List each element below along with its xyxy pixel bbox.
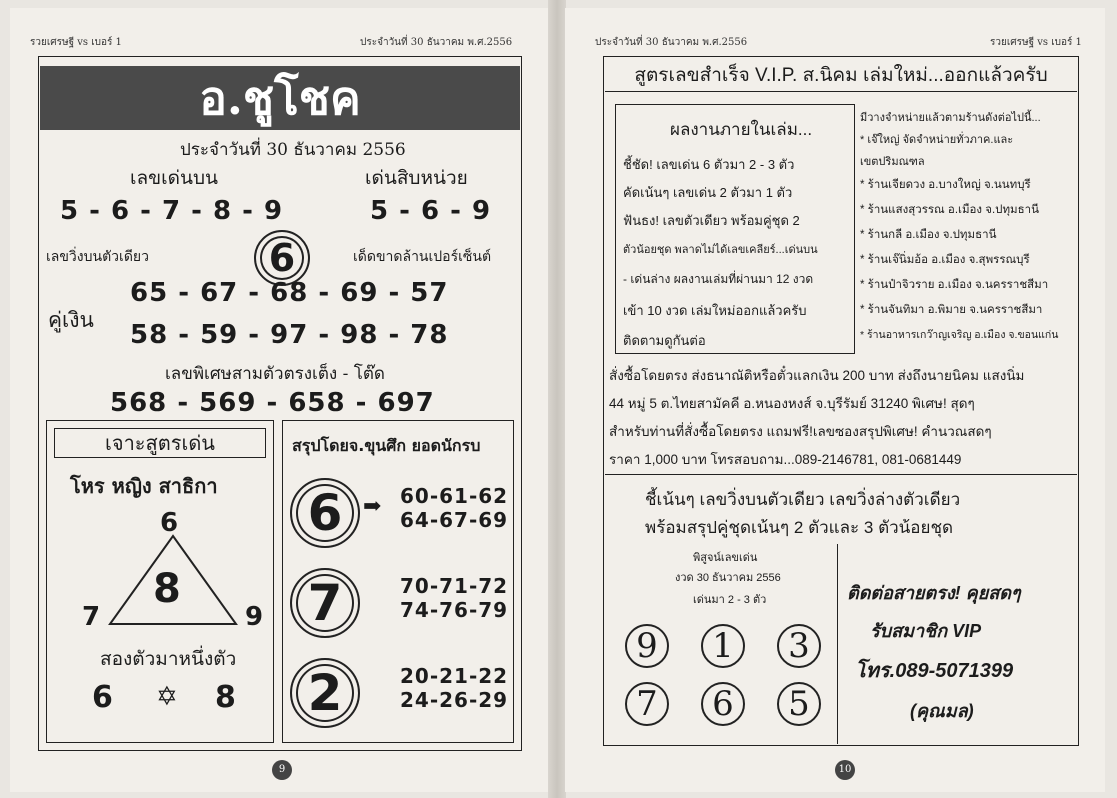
tens-numbers: 5 - 6 - 9 [370,196,492,226]
contact-line-1: ติดต่อสายตรง! คุยสดๆ [847,583,1021,603]
three-label: เลขพิเศษสามตัวตรงเต็ง - โต๊ด [165,364,385,384]
left-page [10,8,550,792]
summary-line: 74-76-79 [400,598,509,622]
top-numbers: 5 - 6 - 7 - 8 - 9 [60,196,284,226]
proof-digit: 6 [701,682,745,726]
right-title: สูตรเลขสำเร็จ V.I.P. ส.นิคม เล่มใหม่...ออกแล้วครับ [605,60,1077,92]
box-line: ชี้ชัด! เลขเด่น 6 ตัวมา 2 - 3 ตัว [623,157,795,172]
proof-note: เด่นมา 2 - 3 ตัว [693,594,767,606]
summary-line: 60-61-62 [400,484,509,508]
store-item: * ร้านอาหารเกว๊าญเจริญ อ.เมือง จ.ขอนแก่น [860,329,1059,341]
top-label: เลขเด่นบน [130,167,218,189]
left-running-head-right: ประจำวันที่ 30 ธันวาคม พ.ศ.2556 [360,37,513,48]
stores-intro-3: เขตปริมณฑล [860,156,925,168]
proof-digit: 7 [625,682,669,726]
box-title: ผลงานภายในเล่ม... [670,120,813,139]
box-line: ตัวน้อยชุด พลาดไม่ได้เลขเคลียร์...เด่นบน [623,244,818,256]
date-line: ประจำวันที่ 30 ธันวาคม 2556 [180,140,406,160]
sure-label: เด็ดขาดล้านเปอร์เซ็นต์ [353,249,492,265]
two-one-left: 6 [92,680,114,715]
summary-line: 20-21-22 [400,664,509,688]
store-item: * ร้านกลี อ.เมือง จ.ปทุมธานี [860,229,997,241]
store-item: * ร้านป๋าจิวราย อ.เมือง จ.นครราชสีมา [860,279,1049,291]
formula-names: โหร หญิง สาธิกา [70,474,218,498]
contact-name: (คุณมล) [910,701,974,721]
proof-digit: 5 [777,682,821,726]
proof-digit: 3 [777,624,821,668]
summary-line: 70-71-72 [400,574,509,598]
tens-label: เด่นสิบหน่วย [365,167,468,189]
right-running-head-right: รวยเศรษฐี vs เบอร์ 1 [990,37,1082,48]
stores-intro-2: * เจ๊ใหญ่ จัดจำหน่ายทั่วภาค.และ [860,134,1014,146]
store-item: * ร้านจันทิมา อ.พิมาย จ.นครราชสีมา [860,304,1043,316]
proof-label: พิสูจน์เลขเด่น [693,552,758,564]
page-gutter [548,0,566,798]
proof-digit: 1 [701,624,745,668]
divider [605,474,1077,475]
triangle-left: 7 [82,602,102,632]
left-running-head-left: รวยเศรษฐี vs เบอร์ 1 [30,37,122,48]
page-number: 10 [835,760,855,780]
single-number: 6 [254,230,310,286]
summary-digit: 6 [290,478,360,548]
highlight-line-2: พร้อมสรุปคู่ชุดเน้นๆ 2 ตัวและ 3 ตัวน้อยชุด [645,518,954,537]
three-numbers: 568 - 569 - 658 - 697 [110,388,435,418]
stores-intro: มีวางจำหน่ายแล้วตามร้านดังต่อไปนี้... [860,112,1041,124]
right-page [565,8,1105,792]
proof-digit: 9 [625,624,669,668]
order-line: สั่งซื้อโดยตรง ส่งธนาณัติหรือตั๋วแลกเงิน 200 บาท ส่งถึงนายนิคม แสงนิ่ม [609,368,1025,383]
summary-line: 64-67-69 [400,508,509,532]
arrow-icon: ➡ [363,494,382,519]
contact-line-2: รับสมาชิก VIP [870,621,982,641]
triangle-right: 9 [245,602,265,632]
box-line: ฟันธง! เลขตัวเดียว พร้อมคู่ชุด 2 [623,213,800,228]
two-one-label: สองตัวมาหนึ่งตัว [100,648,237,670]
summary-line: 24-26-29 [400,688,509,712]
order-line: 44 หมู่ 5 ต.ไทยสามัคคี อ.หนองหงส์ จ.บุรีรัมย์ 31240 พิเศษ! สุดๆ [609,396,975,411]
triangle-top: 6 [160,508,180,538]
box-line: ติดตามดูกันต่อ [623,333,706,348]
contact-phone: โทร.089-5071399 [855,660,1014,682]
single-label: เลขวิ่งบนตัวเดียว [46,249,149,265]
pair-label: คู่เงิน [48,308,94,332]
store-item: * ร้านแสงสุวรรณ อ.เมือง จ.ปทุมธานี [860,204,1039,216]
box-line: คัดเน้นๆ เลขเด่น 2 ตัวมา 1 ตัว [623,185,793,200]
store-item: * ร้านเจียดวง อ.บางใหญ่ จ.นนทบุรี [860,179,1031,191]
box-line: เข้า 10 งวด เล่มใหม่ออกแล้วครับ [623,303,807,318]
contact-divider [837,544,838,744]
summary-digit: 2 [290,658,360,728]
summary-digit: 7 [290,568,360,638]
two-one-right: 8 [215,680,237,715]
banner-title: อ.ชูโชค [40,66,520,130]
pairs-row1: 65 - 67 - 68 - 69 - 57 [130,278,449,308]
pairs-row2: 58 - 59 - 97 - 98 - 78 [130,320,449,350]
summary-title: สรุปโดยจ.ขุนศึก ยอดนักรบ [292,436,481,455]
store-item: * ร้านเจ๊นิ่มอ้อ อ.เมือง จ.สุพรรณบุรี [860,254,1030,266]
order-line: ราคา 1,000 บาท โทรสอบถาม...089-2146781, 081-0681449 [609,452,962,467]
triangle-center: 8 [153,566,181,612]
highlight-line-1: ชี้เน้นๆ เลขวิ่งบนตัวเดียว เลขวิ่งล่างตัวเดียว [645,490,961,509]
page-number: 9 [272,760,292,780]
right-running-head-left: ประจำวันที่ 30 ธันวาคม พ.ศ.2556 [595,37,748,48]
proof-date: งวด 30 ธันวาคม 2556 [675,572,781,584]
formula-title: เจาะสูตรเด่น [54,428,266,458]
box-line: - เด่นล่าง ผลงานเล่มที่ผ่านมา 12 งวด [623,272,814,286]
star-icon: ✡ [156,682,178,712]
order-line: สำหรับท่านที่สั่งซื้อโดยตรง แถมฟรี!เลขซองสรุปพิเศษ! คำนวณสดๆ [609,424,992,439]
